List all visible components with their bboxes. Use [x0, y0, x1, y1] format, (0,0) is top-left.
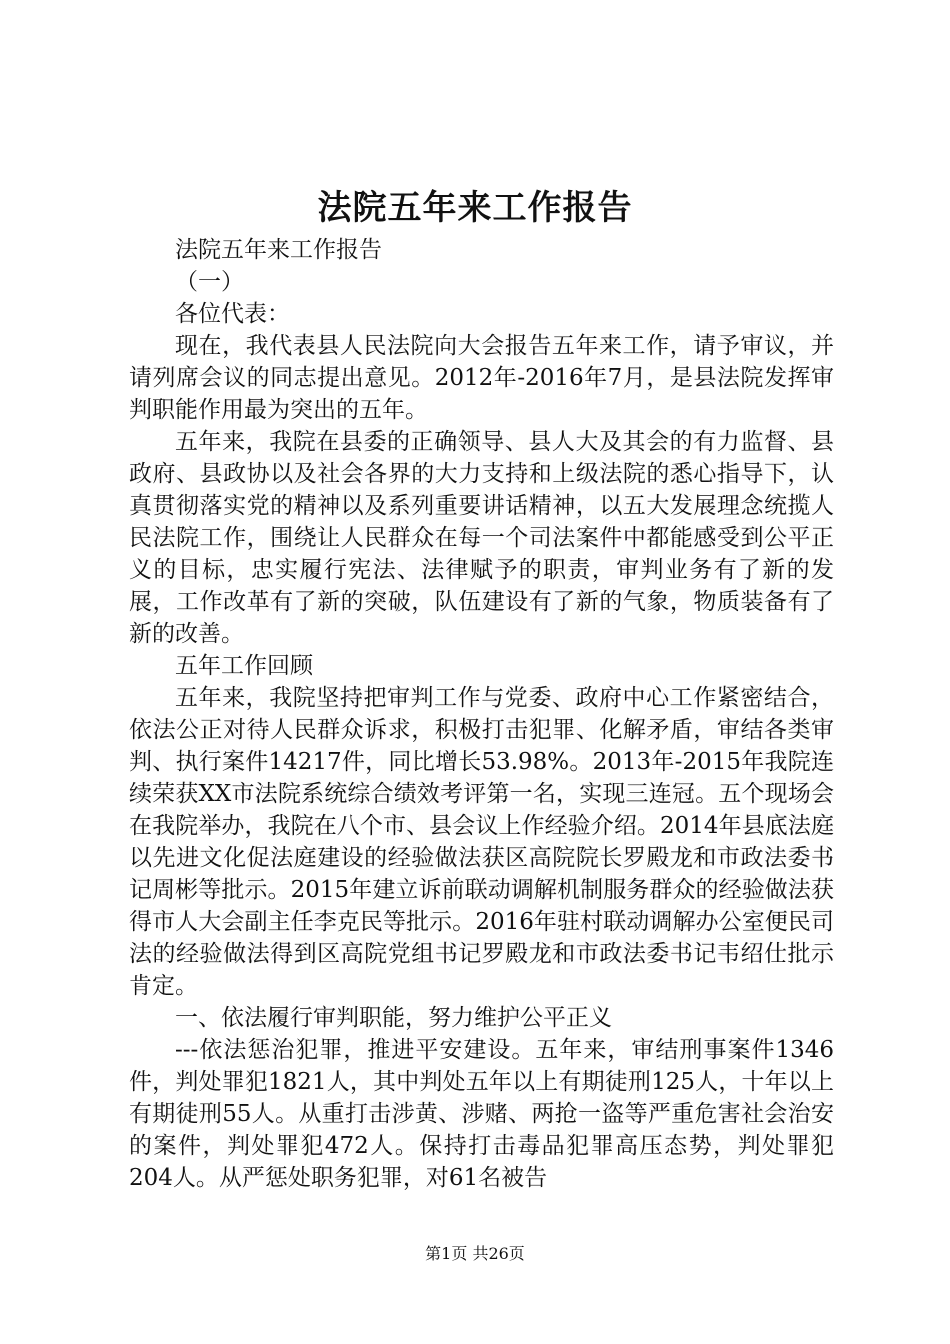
section-heading-review: 五年工作回顾 — [175, 653, 313, 679]
subtitle-paragraph: 法院五年来工作报告 — [175, 237, 382, 263]
salutation-paragraph: 各位代表： — [175, 301, 290, 327]
document-body — [129, 234, 834, 1194]
page-footer: 第1页 共26页 — [425, 1244, 525, 1263]
overview-paragraph: 五年来，我院在县委的正确领导、县人大及其会的有力监督、县政府、县政协以及社会各界的大力支持和上级法院的悉心指导下，认真贯彻落实党的精神以及系列重要讲话精神，以五大发展理念统揽人民法院工作，围绕让人民群众在每一个司法案件中都能感受到公平正义的目标，忠实履行宪法、法律赋予的职责，审判业务有了新的发展，工作改革有了新的突破，队伍建设有了新的气象，物质装备有了新的改善。 — [129, 429, 834, 647]
criminal-cases-paragraph: ---依法惩治犯罪，推进平安建设。五年来，审结刑事案件1346件，判处罪犯1821人，其中判处五年以上有期徒刑125人，十年以上有期徒刑55人。从重打击涉黄、涉赌、两抢一盗等严重危害社会治安的案件，判处罪犯472人。保持打击毒品犯罪高压态势，判处罪犯204人。从严惩处职务犯罪，对61名被告 — [129, 1037, 834, 1191]
intro-paragraph: 现在，我代表县人民法院向大会报告五年来工作，请予审议，并请列席会议的同志提出意见。2012年-2016年7月，是县法院发挥审判职能作用最为突出的五年。 — [129, 333, 834, 423]
review-paragraph: 五年来，我院坚持把审判工作与党委、政府中心工作紧密结合，依法公正对待人民群众诉求，积极打击犯罪、化解矛盾，审结各类审判、执行案件14217件，同比增长53.98%。2013年-2015年我院连续荣获XX市法院系统综合绩效考评第一名，实现三连冠。五个现场会在我院举办，我院在八个市、县会议上作经验介绍。2014年县底法庭以先进文化促法庭建设的经验做法获区高院院长罗殿龙和市政法委书记周彬等批示。2015年建立诉前联动调解机制服务群众的经验做法获得市人大会副主任李克民等批示。2016年驻村联动调解办公室便民司法的经验做法得到区高院党组书记罗殿龙和市政法委书记韦绍仕批示肯定。 — [129, 685, 834, 999]
section-heading-one: 一、依法履行审判职能，努力维护公平正义 — [175, 1005, 612, 1031]
document-title: 法院五年来工作报告 — [317, 188, 633, 228]
section-number-paragraph: （一） — [175, 269, 244, 295]
